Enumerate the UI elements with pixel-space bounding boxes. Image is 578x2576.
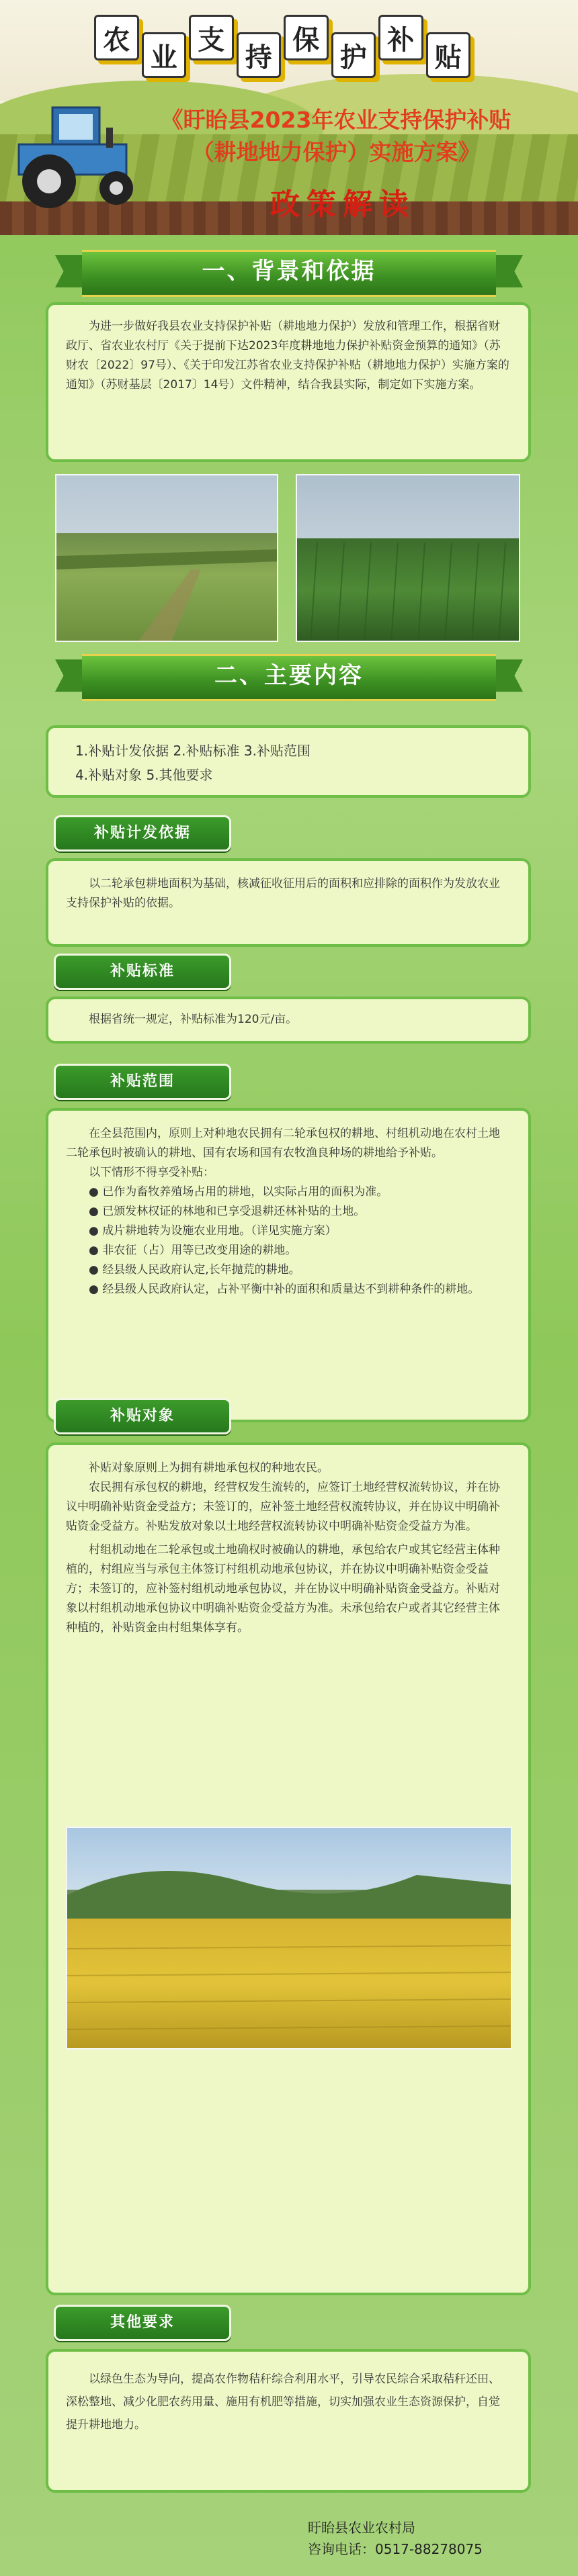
banner-title: 二、主要内容 (214, 662, 364, 689)
title-plaque: 业 (142, 32, 187, 78)
tag-subsidy-scope: 补贴范围 (54, 1064, 231, 1100)
subsidy-scope-panel (46, 1108, 531, 1422)
header (0, 0, 578, 235)
title-plaque: 持 (237, 32, 282, 78)
consultation-phone: 咨询电话：0517-88278075 (308, 2541, 483, 2557)
target-paragraph: 村组机动地在二轮承包或土地确权时被确认的耕地，承包给农户或其它经营主体种植的，村组应当与承包主体签订村组机动地承包协议，并在协议中明确补贴资金受益方；未签订的，应补签村组机动地承包协议，并在协议中明确补贴资金受益方。补贴对象以村组机动地承包协议中明确补贴资金受益方为准。未承包给农户或者其它经营主体种植的，补贴资金由村组集体享有。 (66, 1543, 500, 1635)
tag-other-requirements: 其他要求 (54, 2305, 231, 2341)
document-subtitle: 政策解读 (270, 187, 415, 222)
banner-title: 一、背景和依据 (202, 258, 376, 285)
subsidy-standard-panel (46, 997, 531, 1044)
other-requirements-panel (46, 2349, 531, 2493)
title-line-2: （耕地地力保护）实施方案》 (192, 139, 481, 165)
title-plaque: 农 (94, 15, 139, 60)
title-plaque: 护 (331, 32, 376, 78)
exclusion-item: ● 非农征（占）用等已改变用途的耕地。 (89, 1244, 297, 1257)
farmland-photo (55, 474, 278, 642)
wheat-field-photo (296, 474, 520, 642)
rice-field-photo (66, 1827, 512, 2050)
exclusion-item: ● 经县级人民政府认定,长年抛荒的耕地。 (89, 1263, 300, 1277)
tag-subsidy-standard: 补贴标准 (54, 954, 231, 990)
tag-subsidy-target: 补贴对象 (54, 1398, 231, 1434)
document-title (101, 104, 571, 169)
subsidy-standard-text: 根据省统一规定，补贴标准为120元/亩。 (89, 1013, 298, 1026)
target-paragraph: 农民拥有承包权的耕地，经营权发生流转的，应签订土地经营权流转协议，并在协议中明确补贴资金受益方；未签订的，应补签土地经营权流转协议，并在协议中明确补贴资金受益方。补贴发放对象以土地经营权流转协议中明确补贴资金受益方为准。 (66, 1481, 500, 1533)
issuing-organization: 盱眙县农业农村局 (308, 2520, 415, 2536)
title-plaque: 贴 (426, 32, 471, 78)
contents-panel (46, 725, 531, 798)
subsidy-basis-panel (46, 858, 531, 947)
title-plaque: 支 (189, 15, 234, 60)
subsidy-scope-intro: 在全县范围内，原则上对种地农民拥有二轮承包权的耕地、村组机动地在农村土地二轮承包时被确认的耕地、国有农场和国有农牧渔良种场的耕地给予补贴。 (66, 1127, 500, 1160)
title-line-1: 《盱眙县2023年农业支持保护补贴 (161, 107, 511, 133)
tag-subsidy-basis: 补贴计发依据 (54, 815, 231, 852)
exclusion-title: 以下情形不得享受补贴： (89, 1166, 214, 1179)
footer (308, 2517, 550, 2560)
exclusion-item: ● 已颁发林权证的林地和已享受退耕还林补贴的土地。 (89, 1205, 366, 1218)
title-plaques (94, 15, 470, 79)
section-banner-main-content (55, 649, 523, 702)
farmland-photo-illustration (56, 475, 278, 642)
exclusion-item: ● 已作为畜牧养殖场占用的耕地，以实际占用的面积为准。 (89, 1185, 388, 1199)
exclusion-item: ● 成片耕地转为设施农业用地。（详见实施方案） (89, 1224, 337, 1238)
background-panel (46, 302, 531, 462)
contents-line: 1.补贴计发依据 2.补贴标准 3.补贴范围 (75, 743, 311, 759)
section-banner-background (55, 244, 523, 298)
rice-field-photo-illustration (67, 1828, 512, 2050)
title-plaque: 补 (378, 15, 423, 60)
exclusion-item: ● 经县级人民政府认定，占补平衡中补的面积和质量达不到耕种条件的耕地。 (89, 1283, 480, 1296)
background-text: 为进一步做好我县农业支持保护补贴（耕地地力保护）发放和管理工作，根据省财政厅、省农业农村厅《关于提前下达2023年度耕地地力保护补贴资金预算的通知》（苏财农〔2022〕97号）、《关于印发江苏省农业支持保护补贴（耕地地力保护）实施方案的通知》（苏财基层〔2017〕14号）文件精神，结合我县实际，制定如下实施方案。 (66, 320, 509, 392)
title-plaque: 保 (284, 15, 329, 60)
other-requirements-text: 以绿色生态为导向，提高农作物秸秆综合利用水平，引导农民综合采取秸秆还田、深松整地、减少化肥农药用量、施用有机肥等措施，切实加强农业生态资源保护，自觉提升耕地地力。 (66, 2373, 500, 2432)
target-paragraph: 补贴对象原则上为拥有耕地承包权的种地农民。 (89, 1461, 329, 1475)
subsidy-basis-text: 以二轮承包耕地面积为基础，核减征收征用后的面积和应排除的面积作为发放农业支持保护补贴的依据。 (66, 877, 500, 910)
contents-line: 4.补贴对象 5.其他要求 (75, 767, 213, 783)
wheat-field-photo-illustration (297, 475, 520, 642)
